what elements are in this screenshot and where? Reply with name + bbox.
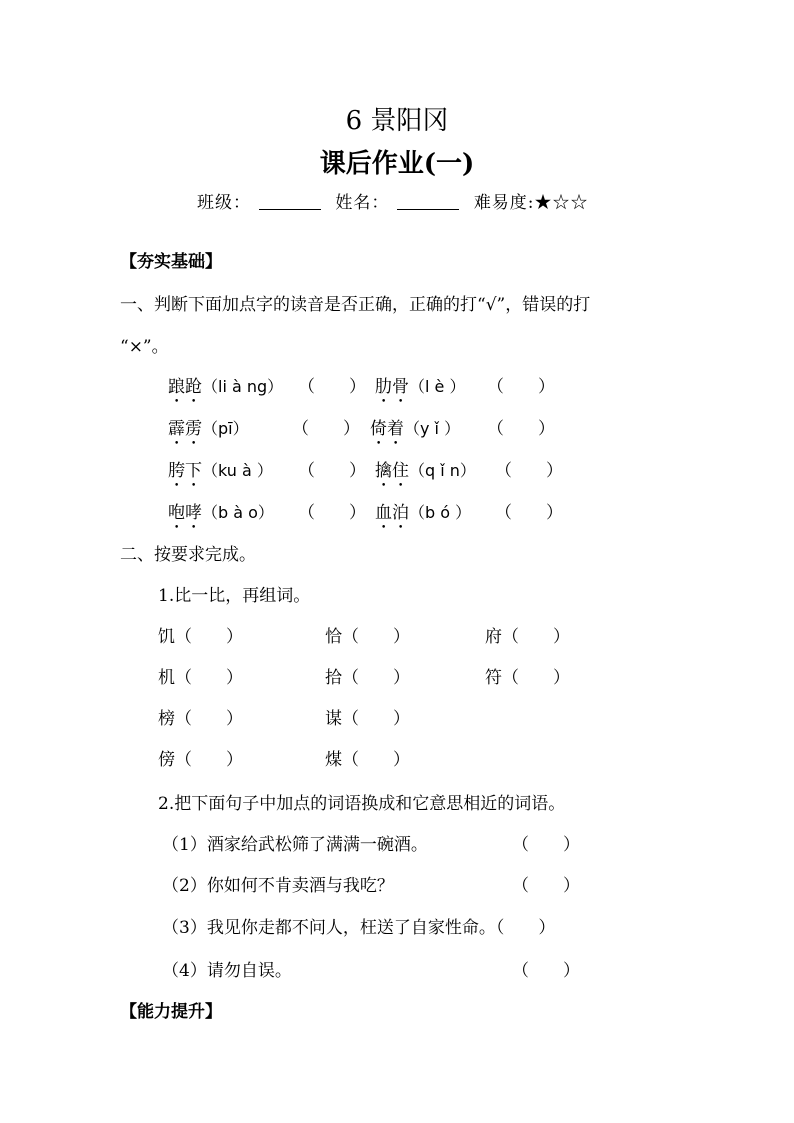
compare-blank[interactable]: （ ）	[502, 668, 570, 688]
compare-char: 饥	[158, 627, 175, 647]
name-blank[interactable]	[397, 195, 459, 210]
compare-blank[interactable]: （ ）	[175, 750, 243, 770]
page-title: 6 景阳冈	[345, 106, 449, 136]
q2-instruction: 二、按要求完成。	[120, 545, 256, 565]
q1-word: 血泊	[375, 503, 409, 523]
compare-blank[interactable]: （ ）	[175, 668, 243, 688]
sentence-text: 请勿自误。	[206, 961, 292, 981]
sentence-number: （3）	[162, 918, 207, 938]
q1-item	[168, 456, 273, 491]
q1-pinyin: （q ǐ n）	[409, 461, 476, 480]
compare-blank[interactable]: （ ）	[175, 709, 243, 729]
compare-char: 榜	[158, 709, 175, 729]
sentence-number: （1）	[162, 835, 207, 855]
q1-word: 胯下	[168, 461, 202, 481]
q1-item	[375, 498, 471, 533]
difficulty-label: 难易度:	[473, 193, 535, 213]
compare-char: 谋	[325, 709, 342, 729]
compare-char: 府	[485, 627, 502, 647]
q1-word: 倚着	[370, 419, 404, 439]
compare-item	[325, 663, 410, 688]
compare-blank[interactable]: （ ）	[342, 750, 410, 770]
sentence-number: （2）	[162, 876, 207, 896]
compare-char: 机	[158, 668, 175, 688]
q1-answer-blank[interactable]: （ ）	[298, 503, 366, 523]
sentence-answer-blank[interactable]: （ ）	[512, 876, 580, 896]
q1-word: 咆哮	[168, 503, 202, 523]
class-blank[interactable]	[259, 195, 321, 210]
q1-pinyin: （b à o）	[202, 503, 274, 522]
q1-pinyin: （pī）	[202, 419, 249, 438]
q1-pinyin: （y ǐ ）	[404, 419, 461, 438]
q1-instruction: 一、判断下面加点字的读音是否正确，正确的打“√”，错误的打	[120, 295, 591, 315]
difficulty-stars: ★☆☆	[534, 193, 589, 213]
q1-item	[168, 414, 249, 449]
sentence-answer-blank[interactable]: （ ）	[512, 835, 580, 855]
page-subtitle: 课后作业(一)	[319, 149, 475, 179]
sentence-answer-blank[interactable]: （ ）	[512, 961, 580, 981]
compare-item	[158, 745, 243, 770]
q1-answer-blank[interactable]: （ ）	[487, 419, 555, 439]
q2-part1-title: 1.比一比，再组词。	[158, 586, 311, 606]
compare-item	[325, 622, 410, 647]
compare-blank[interactable]: （ ）	[342, 627, 410, 647]
compare-item	[158, 704, 243, 729]
sentence-answer-blank[interactable]: （ ）	[495, 918, 556, 938]
sentence-text: 你如何不肯卖酒与我吃？	[206, 876, 394, 896]
q1-pinyin: （b ó ）	[409, 503, 472, 522]
compare-char: 恰	[325, 627, 342, 647]
q1-instruction-cont: “×”。	[120, 337, 169, 357]
compare-item	[158, 663, 243, 688]
compare-char: 傍	[158, 750, 175, 770]
sentence-text: 酒家给武松筛了满满一碗酒。	[206, 835, 428, 855]
compare-char: 煤	[325, 750, 342, 770]
q1-item	[168, 372, 283, 407]
compare-blank[interactable]: （ ）	[175, 627, 243, 647]
compare-item	[485, 663, 570, 688]
q1-answer-blank[interactable]: （ ）	[495, 461, 563, 481]
q1-pinyin: （ku à ）	[202, 461, 273, 480]
sentence-item	[162, 830, 428, 855]
q1-answer-blank[interactable]: （ ）	[495, 503, 563, 523]
compare-char: 拾	[325, 668, 342, 688]
q1-item	[375, 456, 476, 491]
q1-item	[375, 372, 465, 407]
compare-item	[485, 622, 570, 647]
compare-item	[158, 622, 243, 647]
compare-char: 符	[485, 668, 502, 688]
sentence-item	[162, 913, 555, 938]
q1-word: 霹雳	[168, 419, 202, 439]
q1-pinyin: （li à ng）	[202, 377, 284, 396]
sentence-item	[162, 956, 292, 981]
q1-word: 踉跄	[168, 377, 202, 397]
class-label: 班级：	[197, 193, 251, 213]
sentence-text: 我见你走都不问人，枉送了自家性命。	[206, 918, 496, 938]
q1-word: 擒住	[375, 461, 409, 481]
q1-answer-blank[interactable]: （ ）	[298, 377, 366, 397]
sentence-number: （4）	[162, 961, 207, 981]
q1-word: 肋骨	[375, 377, 409, 397]
student-info-line	[197, 188, 589, 213]
q2-part2-title: 2.把下面句子中加点的词语换成和它意思相近的词语。	[158, 794, 566, 814]
sentence-item	[162, 871, 394, 896]
q1-answer-blank[interactable]: （ ）	[298, 461, 366, 481]
section-ability: 【能力提升】	[120, 1002, 222, 1022]
q1-item	[168, 498, 274, 533]
compare-blank[interactable]: （ ）	[342, 709, 410, 729]
compare-item	[325, 704, 410, 729]
name-label: 姓名：	[335, 193, 390, 213]
compare-item	[325, 745, 410, 770]
q1-item	[370, 414, 460, 449]
section-foundation: 【夯实基础】	[120, 252, 222, 272]
compare-blank[interactable]: （ ）	[502, 627, 570, 647]
q1-answer-blank[interactable]: （ ）	[487, 377, 555, 397]
q1-answer-blank[interactable]: （ ）	[292, 419, 360, 439]
q1-pinyin: （l è ）	[409, 377, 466, 396]
compare-blank[interactable]: （ ）	[342, 668, 410, 688]
